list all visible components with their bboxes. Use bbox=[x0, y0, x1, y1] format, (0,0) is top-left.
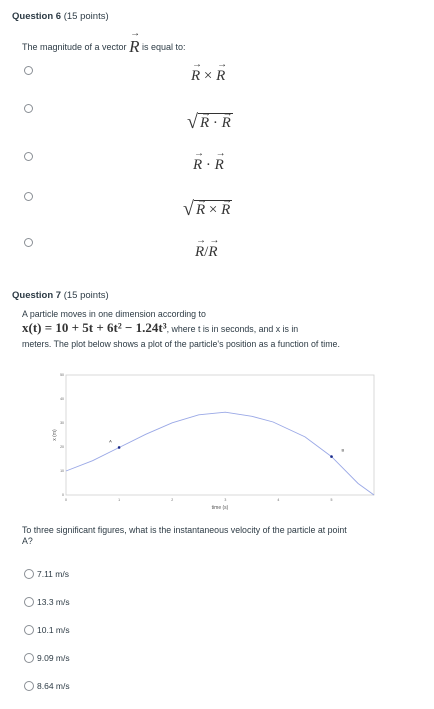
q6-option-4-radio[interactable] bbox=[24, 192, 33, 201]
velocity-question-line-2: A? bbox=[22, 536, 33, 546]
position-equation: x(t) = 10 + 5t + 6t² − 1.24t³ bbox=[22, 320, 167, 335]
plot-area bbox=[66, 375, 374, 495]
answer-1-radio[interactable] bbox=[24, 569, 34, 579]
question-6-title: Question 6 bbox=[12, 11, 62, 22]
answer-5-radio[interactable] bbox=[24, 681, 34, 691]
x-tick-label: 3 bbox=[224, 498, 227, 502]
answer-2-radio[interactable] bbox=[24, 597, 34, 607]
question-7-title: Question 7 bbox=[12, 290, 62, 301]
vector-r-symbol: → R bbox=[129, 37, 139, 56]
answer-3-label[interactable]: 10.1 m/s bbox=[37, 625, 70, 635]
answer-4-label[interactable]: 9.09 m/s bbox=[37, 653, 70, 663]
answer-3-radio[interactable] bbox=[24, 625, 34, 635]
y-tick-label: 50 bbox=[60, 373, 64, 377]
y-tick-label: 0 bbox=[62, 493, 64, 497]
y-tick-label: 10 bbox=[60, 469, 64, 473]
question-7-line-2-tail: , where t is in seconds, and x is in bbox=[166, 324, 299, 334]
answer-1-label[interactable]: 7.11 m/s bbox=[37, 569, 69, 579]
answer-4-radio[interactable] bbox=[24, 653, 34, 663]
x-tick-label: 5 bbox=[330, 498, 333, 502]
x-tick-label: 4 bbox=[277, 498, 280, 502]
x-tick-label: 0 bbox=[65, 498, 67, 502]
q6-option-4-expr: √ → R × → R bbox=[183, 200, 232, 220]
q6-option-3-radio[interactable] bbox=[24, 152, 33, 161]
x-tick-label: 2 bbox=[171, 498, 174, 502]
q6-option-1-radio[interactable] bbox=[24, 66, 33, 75]
velocity-question-line-1: To three significant figures, what is the instantaneous velocity of the particle at point bbox=[22, 525, 347, 535]
question-6-points: (15 points) bbox=[63, 11, 109, 22]
answer-2-label[interactable]: 13.3 m/s bbox=[37, 597, 70, 607]
q6-option-3-expr: → R · → R bbox=[193, 157, 224, 174]
q6-option-5-expr: → R/→ R bbox=[195, 244, 218, 261]
q6-option-2-radio[interactable] bbox=[24, 104, 33, 113]
point-a-label: A bbox=[109, 438, 112, 444]
question-6-text-after: is equal to: bbox=[141, 42, 186, 52]
question-6-header bbox=[12, 11, 109, 22]
point-b-label: B bbox=[341, 447, 345, 453]
point-b-marker bbox=[330, 455, 333, 458]
point-a-marker bbox=[118, 446, 121, 449]
answer-5-label[interactable]: 8.64 m/s bbox=[37, 681, 70, 691]
question-7-line-2 bbox=[22, 320, 298, 336]
question-6-text bbox=[22, 35, 186, 55]
question-7-line-1: A particle moves in one dimension according to bbox=[22, 309, 206, 319]
q6-option-1-expr: → R × → R bbox=[191, 68, 225, 85]
y-tick-label: 20 bbox=[60, 445, 64, 449]
question-6-text-before: The magnitude of a vector bbox=[22, 42, 127, 52]
x-tick-label: 1 bbox=[118, 498, 121, 502]
y-axis-label: x (m) bbox=[52, 429, 58, 441]
position-time-chart bbox=[50, 370, 380, 515]
q6-option-5-radio[interactable] bbox=[24, 238, 33, 247]
q6-option-2-expr: √ → R · → R bbox=[187, 113, 233, 133]
question-7-points: (15 points) bbox=[63, 290, 109, 301]
x-axis-label: time (s) bbox=[211, 505, 229, 511]
y-tick-label: 40 bbox=[60, 397, 64, 401]
question-7-header bbox=[12, 290, 109, 301]
y-tick-label: 30 bbox=[60, 421, 64, 425]
question-7-line-3: meters. The plot below shows a plot of the particle's position as a function of time. bbox=[22, 339, 340, 349]
